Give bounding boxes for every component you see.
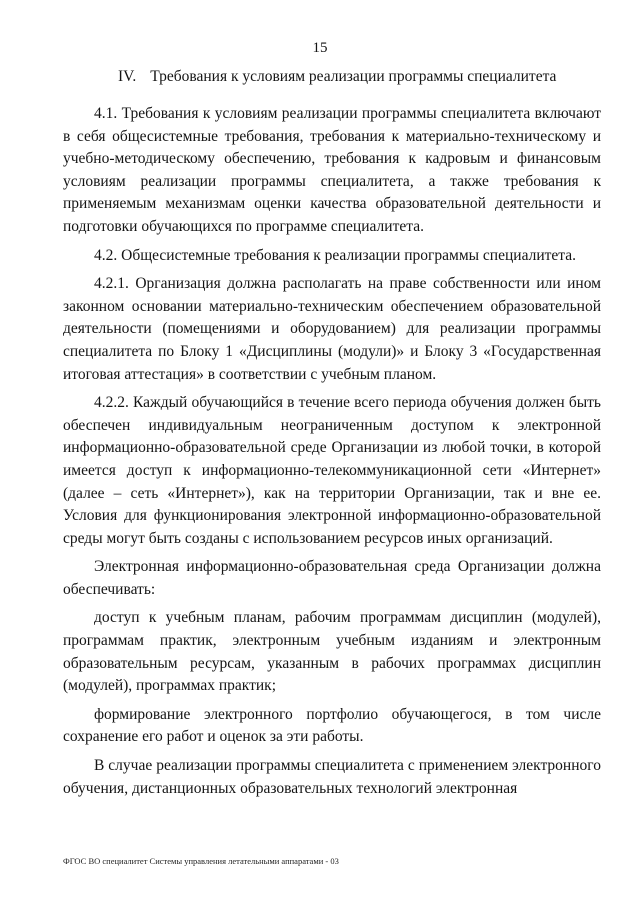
paragraph-eios-intro: Электронная информационно-образовательная среда Организации должна обеспечивать:	[63, 558, 601, 598]
paragraph-e-learning: В случае реализации программы специалитета с применением электронного обучения, дистанционных образовательных технологий электронная	[63, 757, 601, 797]
section-title: Требования к условиям реализации программы специалитета	[150, 68, 557, 85]
paragraph-portfolio-list-item: формирование электронного портфолио обучающегося, в том числе сохранение его работ и оценок за эти работы.	[63, 705, 601, 746]
paragraph-4-2-1: 4.2.1. Организация должна располагать на праве собственности или ином законном основании материально-техническим обеспечением образовательной деятельности (помещениями и оборудованием) для реализации программы специалитета по Блоку 1 «Дисциплины (модули)» и Блоку 3 «Государственная итоговая аттестация» в соответствии с учебным планом.	[63, 275, 601, 383]
paragraph-4-2: 4.2. Общесистемные требования к реализации программы специалитета.	[94, 246, 576, 264]
page-footer: ФГОС ВО специалитет Системы управления летательными аппаратами - 03	[63, 856, 339, 866]
paragraph-access-list-item: доступ к учебным планам, рабочим программам дисциплин (модулей), программам практик, электронным учебным изданиям и электронным образовательным ресурсам, указанным в рабочих программах дисциплин (модулей), программах практик;	[63, 609, 601, 695]
paragraph-4-2-2: 4.2.2. Каждый обучающийся в течение всего периода обучения должен быть обеспечен индивидуальным неограниченным доступом к электронной информационно-образовательной среде Организации из любой точки, в которой имеется доступ к информационно-телекоммуникационной сети «Интернет» (далее – сеть «Интернет»), как на территории Организации, так и вне ее. Условия для функционирования электронной информационно-образовательной среды могут быть созданы с использованием ресурсов иных организаций.	[63, 394, 601, 547]
section-number: IV.	[118, 68, 137, 85]
document-body	[63, 103, 601, 804]
section-heading	[118, 68, 556, 86]
paragraph-4-1: 4.1. Требования к условиям реализации программы специалитета включают в себя общесистемные требования, требования к материально-техническому и учебно-методическому обеспечению, требования к кадровым и финансовым условиям реализации программы специалитета, а также требования к применяемым механизмам оценки качества образовательной деятельности и подготовки обучающихся по программе специалитета.	[63, 105, 601, 235]
page-number: 15	[312, 40, 328, 56]
